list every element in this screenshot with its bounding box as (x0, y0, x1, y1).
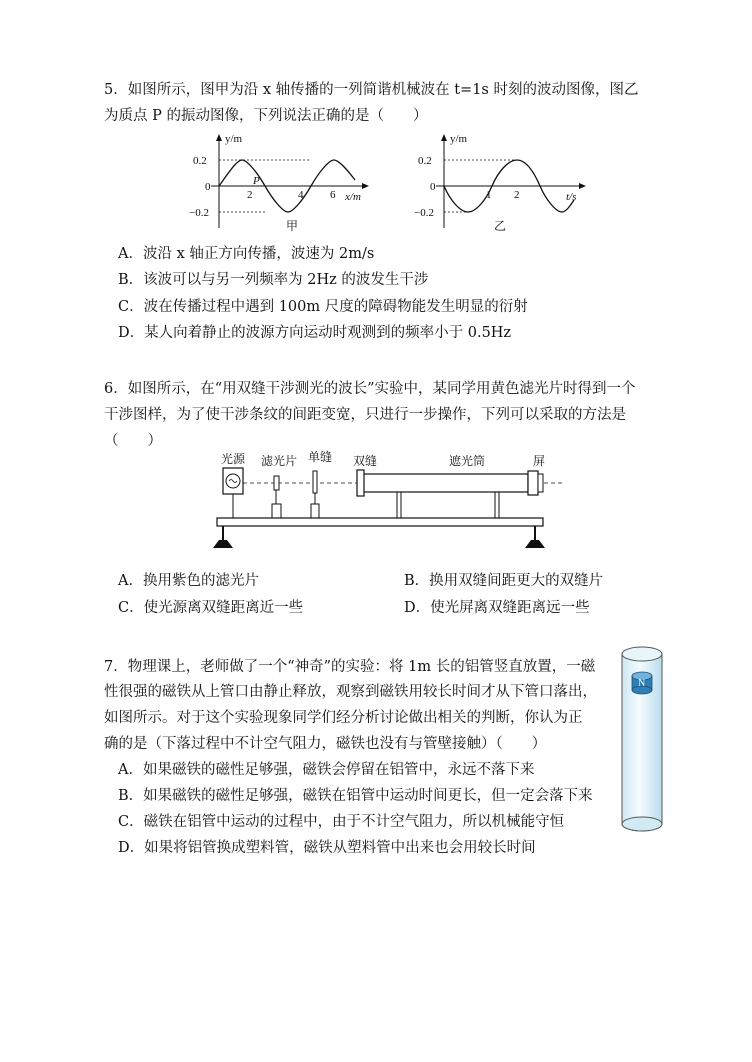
q5a-ytick-zero: 0 (205, 181, 211, 193)
q7-option-d[interactable]: D．如果将铝管换成塑料管，磁铁从塑料管中出来也会用较长时间 (118, 840, 536, 856)
q5a-ylabel: y/m (225, 133, 243, 145)
q5-stem-line1: 5．如图所示，图甲为沿 x 轴传播的一列简谐机械波在 t=1s 时刻的波动图像，图乙 (104, 82, 639, 98)
q5-option-c[interactable]: C．波在传播过程中遇到 100m 尺度的障碍物能发生明显的衍射 (118, 299, 528, 315)
q5a-ytick-neg: −0.2 (189, 207, 209, 219)
q5a-xtick: 2 (247, 189, 253, 201)
q7-tube-diagram (616, 640, 668, 836)
q5a-xlabel: x/m (345, 191, 361, 203)
q7-option-b[interactable]: B．如果磁铁的磁性足够强，磁铁在铝管中运动时间更长，但一定会落下来 (118, 788, 593, 804)
q5-option-d[interactable]: D．某人向着静止的波源方向运动时观测到的频率小于 0.5Hz (118, 325, 512, 341)
q5a-point-label: P (253, 175, 260, 187)
q6-stem-line2: 干涉图样，为了使干涉条纹的间距变宽，只进行一步操作，下列可以采取的方法是 (104, 407, 626, 423)
q6-option-c[interactable]: C．使光源离双缝距离近一些 (118, 600, 304, 616)
q6-option-a[interactable]: A．换用紫色的滤光片 (118, 573, 259, 589)
q7-stem-line2: 性很强的磁铁从上管口由静止释放，观察到磁铁用较长时间才从下管口落出， (104, 684, 597, 700)
q7-stem-line3: 如图所示。对于这个实验现象同学们经分析讨论做出相关的判断，你认为正 (104, 710, 583, 726)
q5-option-a[interactable]: A．波沿 x 轴正方向传播，波速为 2m/s (118, 246, 375, 262)
label-screen: 屏 (533, 454, 546, 468)
q5-stem-line2: 为质点 P 的振动图像，下列说法正确的是（ ） (104, 108, 428, 124)
q7-stem-line4: 确的是（下落过程中不计空气阻力，磁铁也没有与管壁接触）（ ） (104, 736, 547, 752)
magnet-n-label: N (638, 678, 646, 689)
q5a-ytick-pos: 0.2 (193, 155, 207, 167)
q6-apparatus-diagram (205, 446, 565, 556)
q5-option-b[interactable]: B．该波可以与另一列频率为 2Hz 的波发生干涉 (118, 272, 429, 288)
q5b-ytick-neg: −0.2 (414, 207, 434, 219)
q5b-xlabel: t/s (566, 191, 577, 203)
q5b-ylabel: y/m (450, 133, 468, 145)
q5a-xtick: 6 (330, 189, 336, 201)
label-light-source: 光源 (221, 452, 246, 466)
q6-option-b[interactable]: B．换用双缝间距更大的双缝片 (404, 573, 604, 589)
q5-wave-graph (185, 128, 375, 236)
q5b-xtick: 1 (486, 189, 492, 201)
q5-vibration-graph (410, 128, 590, 236)
q5b-ytick-zero: 0 (430, 181, 436, 193)
q7-option-c[interactable]: C．磁铁在铝管中运动的过程中，由于不计空气阻力，所以机械能守恒 (118, 814, 565, 830)
label-single-slit: 单缝 (308, 450, 333, 464)
q5a-caption: 甲 (286, 219, 299, 233)
q6-stem-line1: 6．如图所示，在“用双缝干涉测光的波长”实验中，某同学用黄色滤光片时得到一个 (104, 381, 636, 397)
q6-stem-line3: （ ） (104, 433, 162, 449)
q5b-caption: 乙 (494, 219, 507, 233)
q5b-ytick-pos: 0.2 (418, 155, 432, 167)
label-tube: 遮光筒 (449, 454, 486, 468)
q7-option-a[interactable]: A．如果磁铁的磁性足够强，磁铁会停留在铝管中，永远不落下来 (118, 762, 535, 778)
q6-option-d[interactable]: D．使光屏离双缝距离远一些 (404, 600, 590, 616)
q5b-xtick: 2 (514, 189, 520, 201)
q7-stem-line1: 7．物理课上，老师做了一个“神奇”的实验：将 1m 长的铝管竖直放置，一磁 (104, 659, 596, 675)
label-double-slit: 双缝 (353, 454, 378, 468)
q5a-xtick: 4 (298, 189, 304, 201)
label-filter: 滤光片 (261, 454, 298, 468)
